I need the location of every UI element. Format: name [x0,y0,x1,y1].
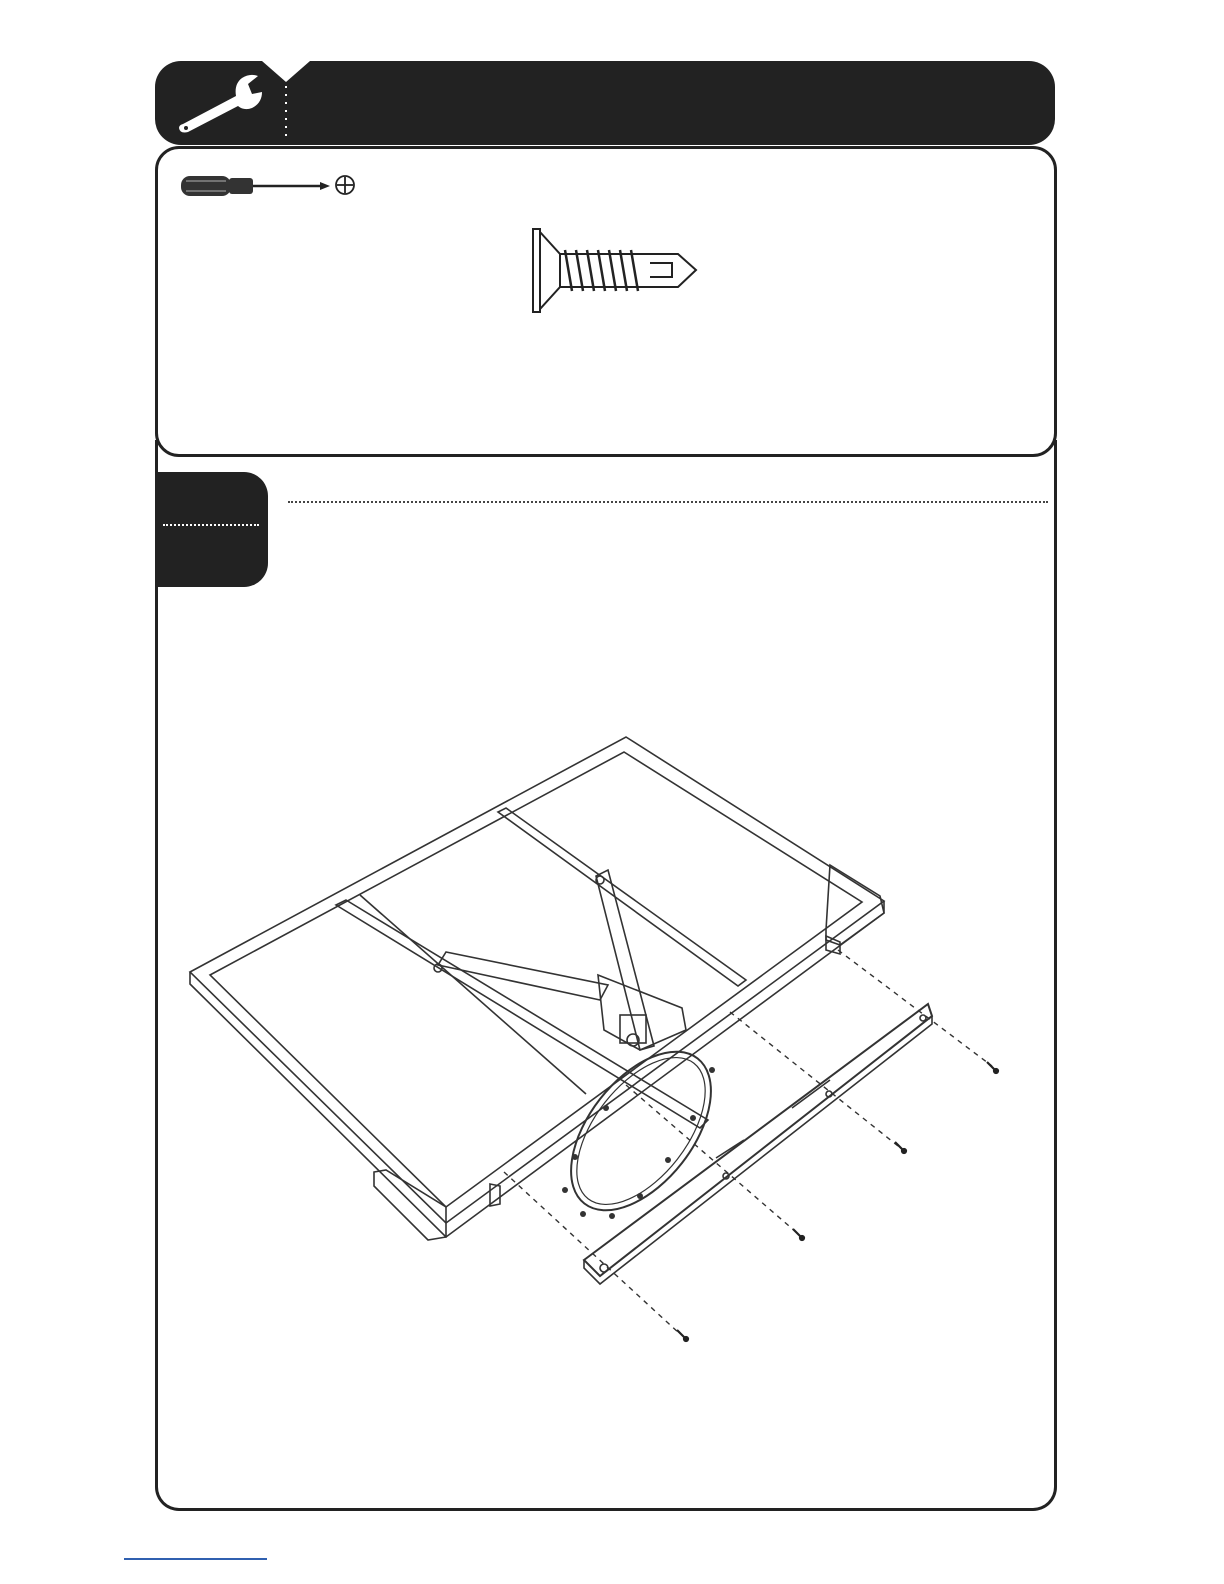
header-notch [262,61,310,82]
self-drilling-screw-icon [533,229,696,312]
frame-assembly-diagram [190,737,992,1334]
wrench-icon [179,75,262,133]
phillips-screwdriver-icon [181,176,330,196]
phillips-head-icon [336,176,354,194]
diagram-screw [677,1330,688,1341]
diagram-screw [793,1229,804,1240]
diagram-screw [895,1142,906,1153]
diagram-screw [987,1062,998,1073]
